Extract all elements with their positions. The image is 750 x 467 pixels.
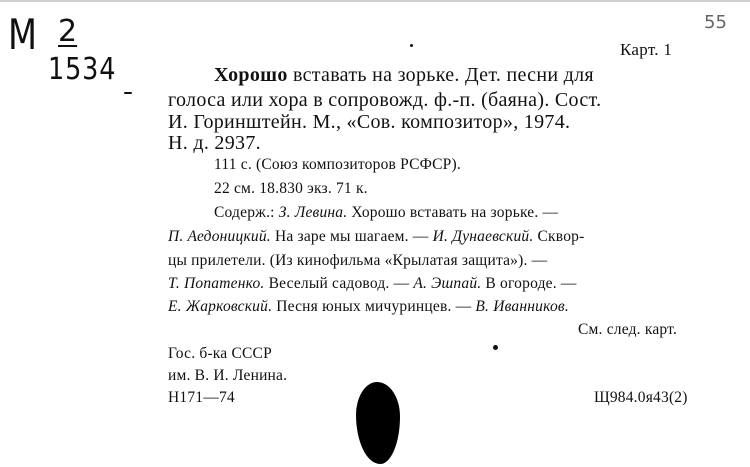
contents-line-2: [168, 228, 584, 246]
contents-title: Сквор-: [533, 228, 585, 245]
contents-author: А. Эшпай.: [413, 275, 482, 292]
entry-line-4: Н. д. 2937.: [168, 132, 261, 154]
contents-title: Песня юных мичуринцев. —: [272, 298, 476, 315]
size-line: 22 см. 18.830 экз. 71 к.: [214, 180, 368, 197]
entry-line-3: И. Горинштейн. М., «Сов. композитор», 1974.: [168, 111, 571, 133]
entry-line-2: голоса или хора в сопровожд. ф.-п. (баяна). Сост.: [168, 89, 602, 111]
contents-author: И. Дунаевский.: [432, 228, 534, 245]
handwritten-corner-mark: 55: [704, 12, 727, 33]
contents-title: На заре мы шагаем. —: [270, 228, 433, 245]
contents-line-4: [168, 275, 577, 293]
library-line-2: им. В. И. Ленина.: [168, 367, 288, 384]
contents-title: Веселый садовод. —: [264, 275, 414, 292]
contents-author: Е. Жарковский.: [168, 298, 273, 315]
contents-author: З. Левина.: [278, 204, 348, 221]
entry-line-1: [214, 64, 594, 87]
card-top-edge: [0, 0, 750, 2]
classification-code: Щ984.0я43(2): [594, 389, 688, 406]
contents-author: Т. Попатенко.: [168, 275, 265, 292]
contents-title: В огороде. —: [481, 275, 577, 292]
entry-title: Хорошо: [214, 64, 288, 86]
card-label: Карт. 1: [620, 40, 673, 59]
contents-author: П. Аедоницкий.: [168, 228, 271, 245]
contents-line-5: [168, 298, 569, 316]
contents-line-3: цы прилетели. (Из кинофильма «Крылатая защита»). —: [168, 252, 548, 269]
entry-title-rest: вставать на зорьке. Дет. песни для: [287, 64, 594, 86]
contents-label: Содерж.:: [214, 204, 279, 221]
handwritten-shelf-top: 2: [58, 14, 78, 49]
handwritten-shelf-number: 1534: [48, 52, 117, 87]
ink-speck: [410, 44, 413, 47]
ink-speck: [124, 92, 132, 94]
ink-speck: [493, 345, 498, 350]
contents-title: Хорошо вставать на зорьке. —: [347, 204, 559, 221]
contents-author: В. Иванников.: [475, 298, 569, 315]
pages-line: 111 с. (Союз композиторов РСФСР).: [214, 156, 461, 173]
contents-line-1: [214, 204, 558, 222]
handwritten-letter: М: [8, 10, 39, 59]
ink-blot: [356, 382, 400, 464]
library-line-1: Гос. б-ка СССР: [168, 345, 272, 362]
see-next-card: См. след. карт.: [578, 321, 678, 338]
library-code: Н171—74: [168, 389, 235, 406]
